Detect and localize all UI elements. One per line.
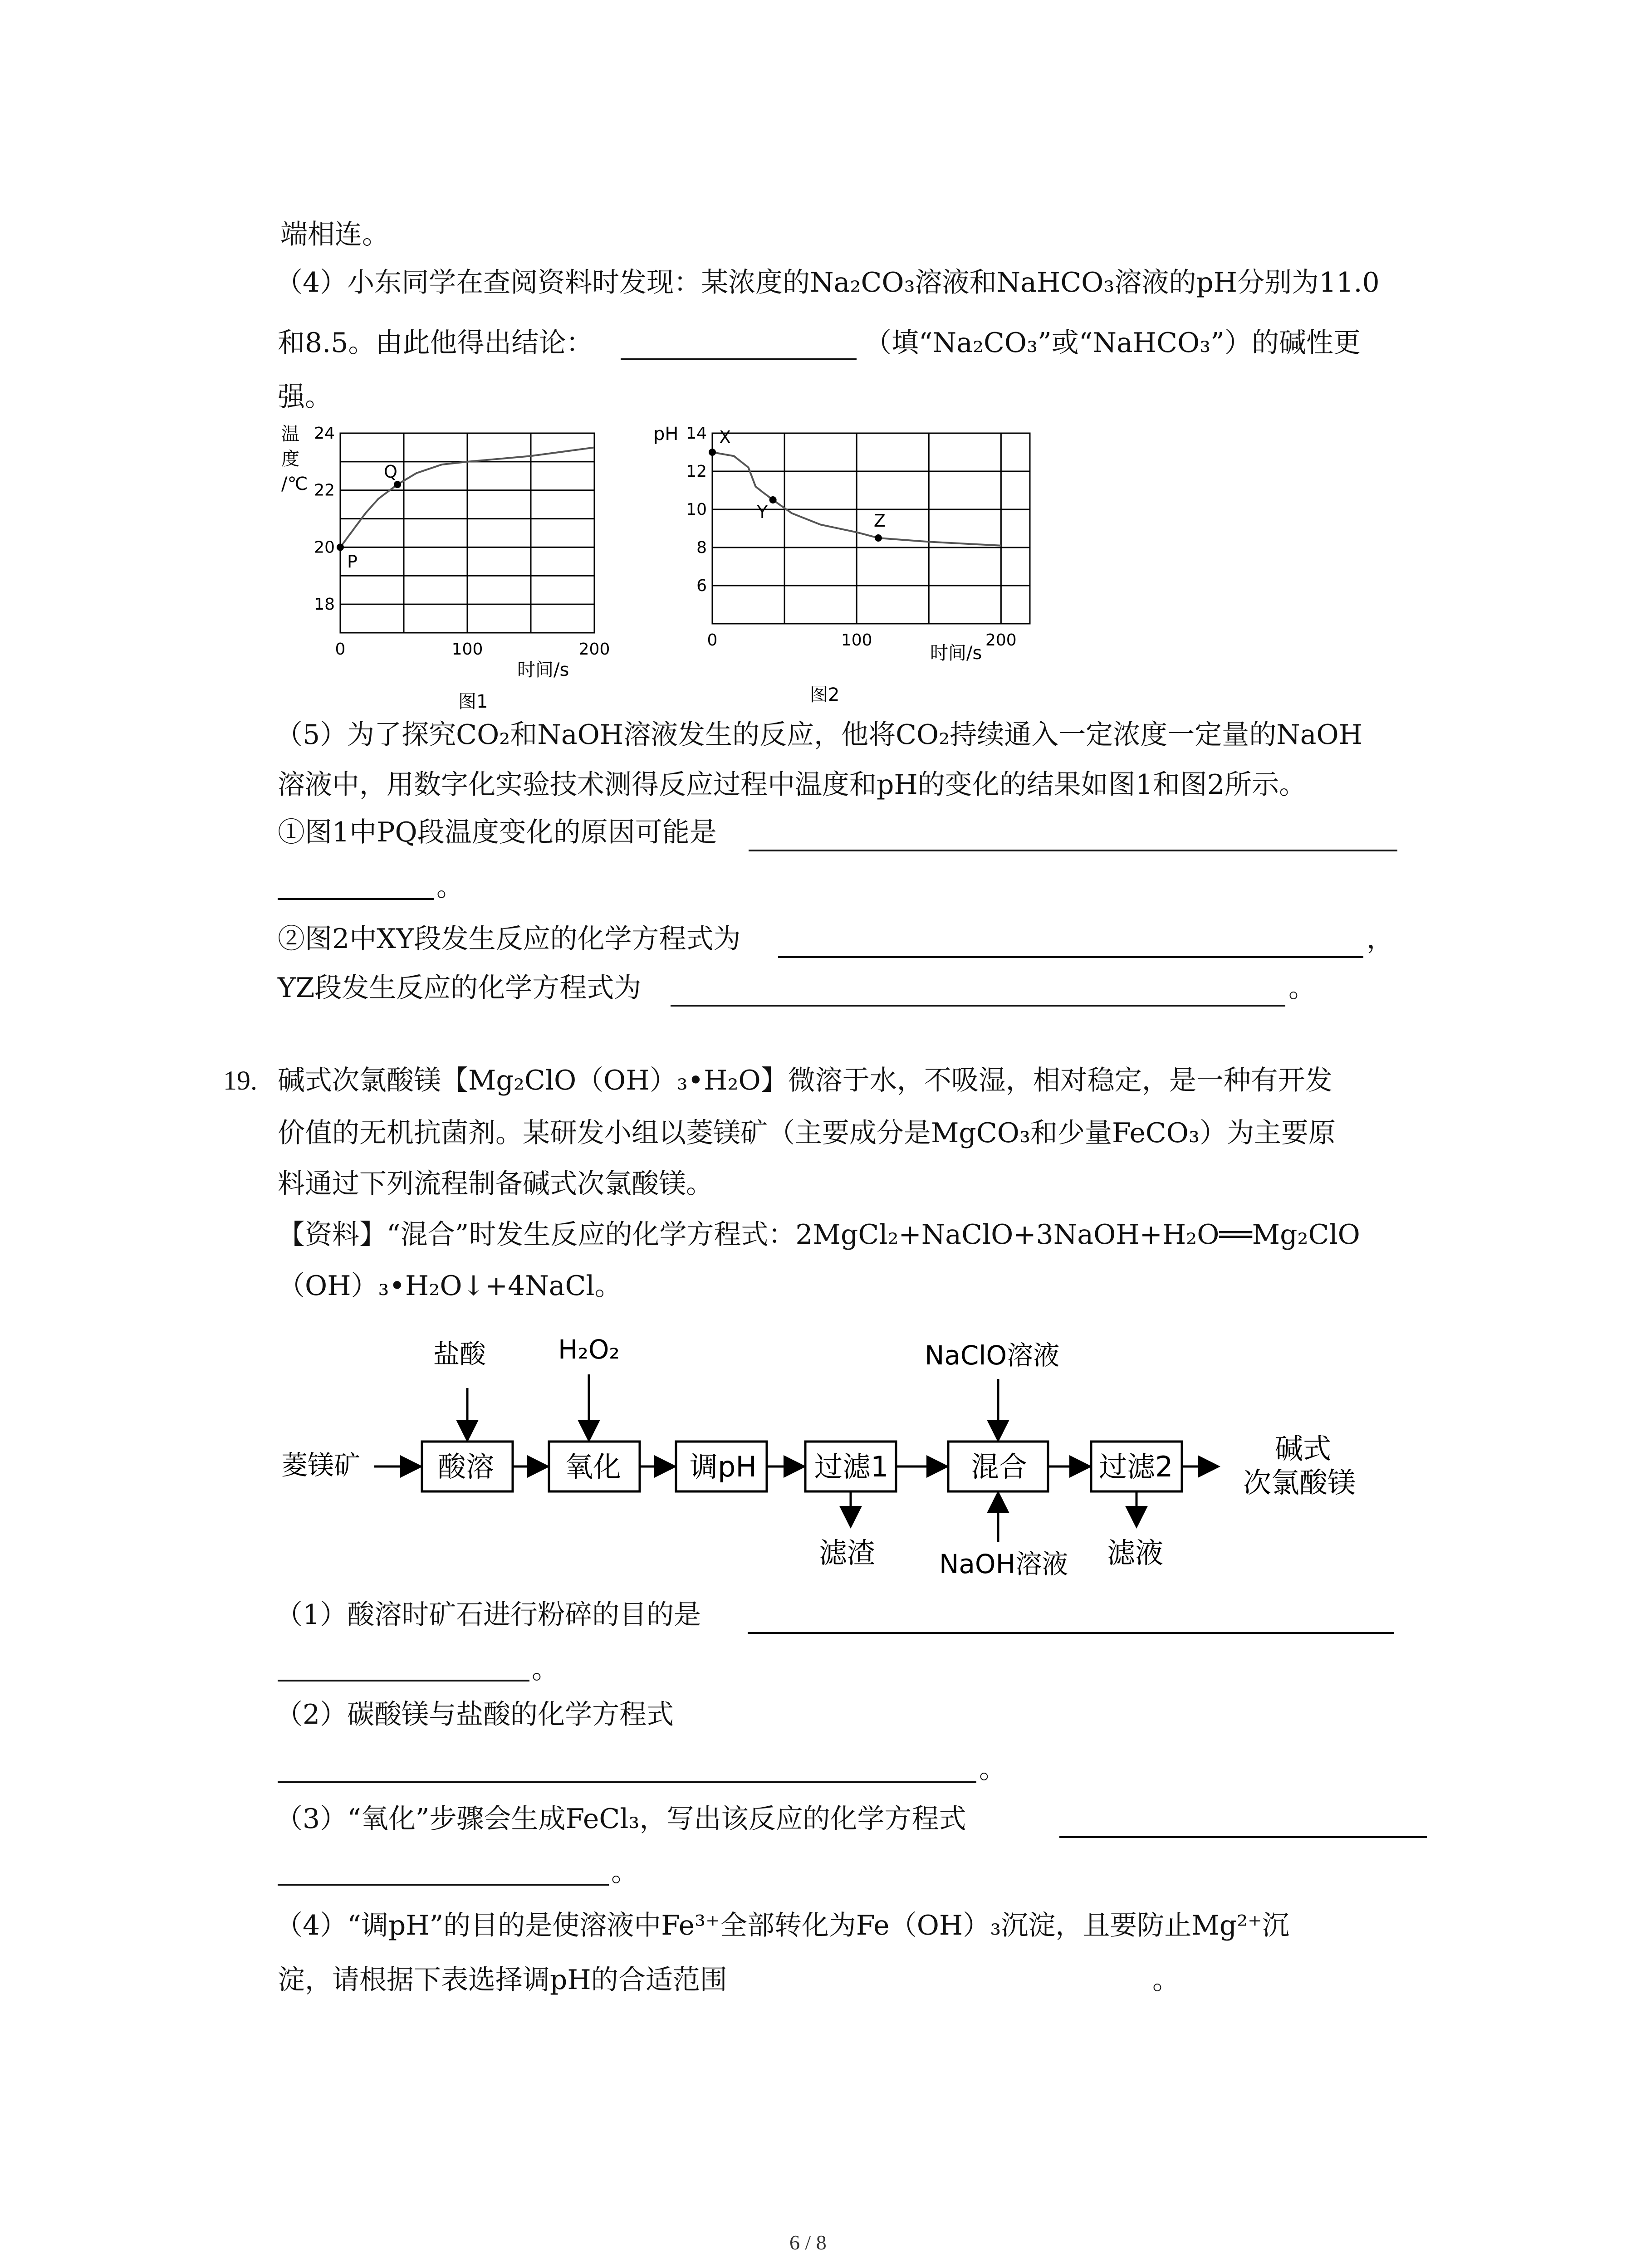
y-axis-label: pH <box>653 424 679 445</box>
question-19-line3: 料通过下列流程制备碱式次氯酸镁。 <box>278 1168 713 1200</box>
data-point-p <box>337 543 344 551</box>
flow-step-adjust-ph: 调pH <box>690 1450 757 1483</box>
question-5-sub3: YZ段发生反应的化学方程式为 <box>278 972 642 1004</box>
flow-step-acid-dissolve: 酸溶 <box>438 1450 495 1483</box>
y-tick-label: 10 <box>686 500 707 519</box>
flow-naclo-label: NaClO溶液 <box>925 1340 1060 1371</box>
flow-residue-label: 滤渣 <box>819 1536 876 1569</box>
x-tick-label: 200 <box>985 631 1017 650</box>
x-axis-label: 时间/s <box>517 660 569 680</box>
reference-line2: （OH）₃•H₂O↓+4NaCl。 <box>278 1270 622 1302</box>
flow-ore-label: 菱镁矿 <box>281 1450 361 1481</box>
page-number: 6 / 8 <box>789 2231 827 2254</box>
question-19-line2: 价值的无机抗菌剂。某研发小组以菱镁矿（主要成分是MgCO₃和少量FeCO₃）为主要原 <box>278 1117 1336 1149</box>
answer-blank[interactable] <box>749 850 1397 851</box>
period: 。 <box>1288 972 1316 1004</box>
question-4-line2: 和8.5。由此他得出结论： <box>278 327 593 359</box>
flow-h2o2-label: H₂O₂ <box>558 1334 620 1365</box>
y-tick-label: 24 <box>314 424 335 443</box>
period: 。 <box>436 871 464 903</box>
period: 。 <box>611 1856 638 1888</box>
question-5-line1: （5）为了探究CO₂和NaOH溶液发生的反应，他将CO₂持续通入一定浓度一定量的NaOH <box>275 719 1363 751</box>
answer-blank[interactable] <box>621 358 857 360</box>
process-flow-diagram <box>272 1315 1406 1579</box>
question-4-line1: （4）小东同学在查阅资料时发现：某浓度的Na₂CO₃溶液和NaHCO₃溶液的pH分别为11.0 <box>275 267 1380 298</box>
figure-caption: 图2 <box>810 684 840 705</box>
point-label: P <box>347 552 358 572</box>
answer-blank[interactable] <box>278 1884 609 1886</box>
x-tick-label: 100 <box>841 631 872 650</box>
answer-blank[interactable] <box>278 1781 976 1783</box>
x-tick-label: 200 <box>578 640 610 659</box>
flow-product-label-2: 次氯酸镁 <box>1243 1466 1356 1499</box>
flow-product-label-1: 碱式 <box>1275 1432 1332 1465</box>
flow-filtrate-label: 滤液 <box>1107 1536 1164 1569</box>
part-4-line1: （4）“调pH”的目的是使溶液中Fe³⁺全部转化为Fe（OH）₃沉淀，且要防止Mg²⁺沉 <box>275 1910 1289 1941</box>
answer-blank[interactable] <box>778 956 1363 958</box>
reference-line1: 【资料】“混合”时发生反应的化学方程式：2MgCl₂+NaClO+3NaOH+H₂O══Mg₂ClO <box>278 1219 1360 1251</box>
y-tick-label: 8 <box>696 538 707 557</box>
question-4-line2-end: （填“Na₂CO₃”或“NaHCO₃”）的碱性更 <box>864 327 1361 359</box>
part-4-line2: 淀，请根据下表选择调pH的合适范围 <box>278 1964 727 1996</box>
y-tick-label: 22 <box>314 481 335 500</box>
question-5-sub2: ②图2中XY段发生反应的化学方程式为 <box>278 923 741 955</box>
plot-frame <box>712 433 1030 624</box>
figure-caption: 图1 <box>458 691 488 712</box>
question-19-line1: 碱式次氯酸镁【Mg₂ClO（OH）₃•H₂O】微溶于水，不吸湿，相对稳定，是一种有开发 <box>278 1065 1332 1096</box>
period: 。 <box>532 1653 559 1685</box>
y-tick-label: 20 <box>314 538 335 557</box>
figure-2-ph-chart <box>653 415 1053 705</box>
answer-blank[interactable] <box>278 1680 529 1681</box>
question-4-line3: 强。 <box>278 381 332 413</box>
answer-blank[interactable] <box>748 1632 1394 1634</box>
y-tick-label: 18 <box>314 595 335 614</box>
part-2: （2）碳酸镁与盐酸的化学方程式 <box>275 1699 674 1730</box>
data-point-q <box>394 481 401 488</box>
point-label: Z <box>873 511 886 531</box>
point-label: Q <box>384 462 397 482</box>
period: 。 <box>1152 1964 1180 1996</box>
part-3: （3）“氧化”步骤会生成FeCl₃，写出该反应的化学方程式 <box>275 1803 966 1835</box>
flow-step-filter-2: 过滤2 <box>1099 1450 1173 1483</box>
data-point-y <box>769 496 777 503</box>
x-axis-label: 时间/s <box>930 643 982 664</box>
y-axis-label-char: 温 <box>281 424 299 445</box>
x-tick-label: 0 <box>707 631 718 650</box>
data-point-x <box>709 449 716 456</box>
x-tick-label: 0 <box>335 640 346 659</box>
y-tick-label: 12 <box>686 462 707 481</box>
flow-naoh-label: NaOH溶液 <box>939 1549 1068 1579</box>
point-label: Y <box>757 502 768 522</box>
text-line: 端相连。 <box>280 219 389 250</box>
flow-step-mix: 混合 <box>971 1450 1028 1483</box>
figure-1-temperature-chart <box>281 422 653 712</box>
answer-blank[interactable] <box>671 1005 1285 1007</box>
x-tick-label: 100 <box>451 640 483 659</box>
y-axis-label-char: 度 <box>281 449 299 469</box>
period: 。 <box>979 1753 1006 1785</box>
answer-blank[interactable] <box>1059 1836 1427 1838</box>
question-19-number: 19. <box>223 1066 257 1095</box>
part-1: （1）酸溶时矿石进行粉碎的目的是 <box>275 1599 701 1631</box>
answer-blank[interactable] <box>278 898 434 900</box>
point-label: X <box>719 427 731 447</box>
flow-step-oxidize: 氧化 <box>565 1450 622 1483</box>
flow-acid-label: 盐酸 <box>433 1339 486 1369</box>
question-5-sub1: ①图1中PQ段温度变化的原因可能是 <box>278 816 717 848</box>
question-5-line2: 溶液中，用数字化实验技术测得反应过程中温度和pH的变化的结果如图1和图2所示。 <box>278 769 1307 801</box>
y-tick-label: 14 <box>686 424 707 443</box>
y-axis-label-unit: /℃ <box>281 474 308 494</box>
y-tick-label: 6 <box>696 577 707 595</box>
flow-step-filter-1: 过滤1 <box>814 1450 889 1483</box>
data-point-z <box>875 534 882 542</box>
comma: ， <box>1367 923 1394 955</box>
